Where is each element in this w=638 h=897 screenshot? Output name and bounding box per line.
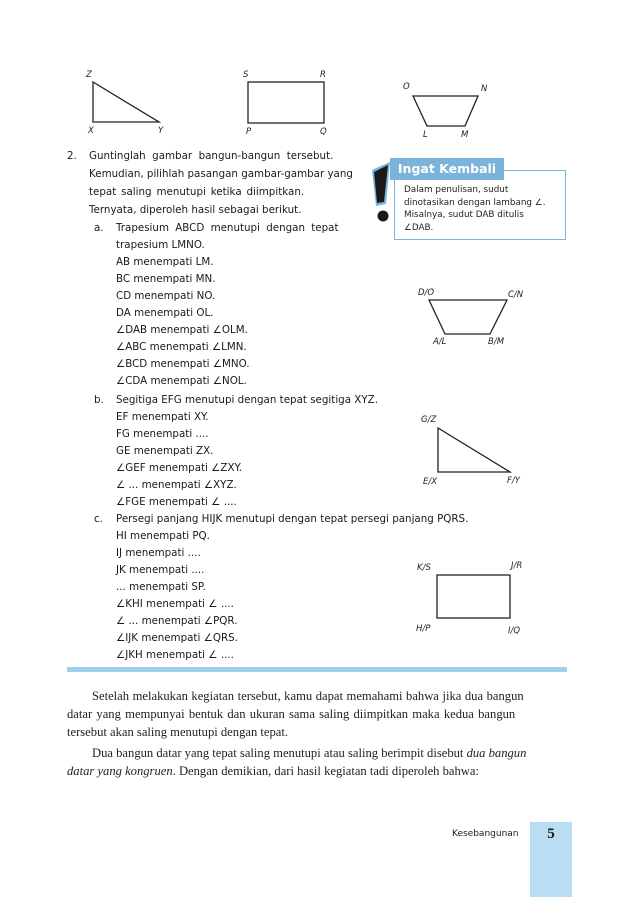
subitem-c-letter: c.: [94, 513, 103, 525]
subitem-a-letter: a.: [94, 222, 104, 234]
label-b-m: B/M: [488, 337, 505, 347]
paragraph-2-text: . Dengan demikian, dari hasil kegiatan tadi diperoleh bahwa:: [172, 764, 479, 778]
label-j-r: J/R: [511, 561, 523, 571]
subitem-b-letter: b.: [94, 394, 104, 406]
subitem-a-line: ∠ABC menempati ∠LMN.: [116, 341, 247, 353]
subitem-c-line: ∠KHI menempati ∠ ....: [116, 598, 234, 610]
subitem-a-line: ∠BCD menempati ∠MNO.: [116, 358, 250, 370]
label-f-y: F/Y: [507, 476, 520, 486]
intro-line-1: Guntinglah gambar bangun-bangun tersebut.: [89, 150, 334, 162]
label-n: N: [481, 84, 488, 94]
subitem-a-line: ∠CDA menempati ∠NOL.: [116, 375, 247, 387]
label-d-o: D/O: [418, 288, 435, 298]
intro-line-4: Ternyata, diperoleh hasil sebagai berikut.: [89, 204, 302, 216]
subitem-c-line: ∠JKH menempati ∠ ....: [116, 649, 234, 661]
subitem-c-line: JK menempati ....: [116, 564, 205, 576]
label-h-p: H/P: [416, 624, 431, 634]
subitem-a-line: ∠DAB menempati ∠OLM.: [116, 324, 248, 336]
subitem-a-line: BC menempati MN.: [116, 273, 216, 285]
paragraph-1-line: tersebut akan saling menutupi dengan tepat.: [67, 725, 289, 739]
paragraph-2-line-1: [92, 744, 526, 762]
subitem-b-line: ∠ ... menempati ∠XYZ.: [116, 479, 237, 491]
label-l: L: [423, 130, 428, 140]
chapter-name: Kesebangunan: [452, 829, 519, 839]
paragraph-1-line: datar yang mempunyai bentuk dan ukuran sama saling diimpitkan maka kedua bangun: [67, 707, 516, 721]
subitem-a-line: AB menempati LM.: [116, 256, 214, 268]
ingat-kembali-title: Ingat Kembali: [390, 158, 504, 180]
paragraph-2-line-2: [67, 762, 479, 780]
subitem-b-line: EF menempati XY.: [116, 411, 209, 423]
label-x: X: [88, 126, 94, 136]
label-m: M: [461, 130, 469, 140]
paragraph-2-text: Dua bangun datar yang tepat saling menutupi atau saling berimpit disebut: [92, 746, 467, 760]
paragraph-1-line: Setelah melakukan kegiatan tersebut, kamu dapat memahami bahwa jika dua bangun: [92, 689, 524, 703]
label-e-x: E/X: [423, 477, 438, 487]
subitem-c-line: HI menempati PQ.: [116, 530, 210, 542]
subitem-c-line: ... menempati SP.: [116, 581, 206, 593]
label-s: S: [243, 70, 249, 80]
intro-line-2: Kemudian, pilihlah pasangan gambar-gambar yang: [89, 168, 353, 180]
subitem-c-line: IJ menempati ....: [116, 547, 201, 559]
subitem-c-line: Persegi panjang HIJK menutupi dengan tepat persegi panjang PQRS.: [116, 513, 469, 525]
intro-line-3: tepat saling menutupi ketika diimpitkan.: [89, 186, 305, 198]
subitem-a-line: DA menempati OL.: [116, 307, 214, 319]
section-divider: [67, 667, 567, 672]
label-q: Q: [320, 127, 327, 137]
label-a-l: A/L: [433, 337, 447, 347]
item-number: 2.: [67, 150, 77, 162]
subitem-a-line: Trapesium ABCD menutupi dengan tepat: [116, 222, 339, 234]
ingat-kembali-line: ∠DAB.: [404, 222, 434, 233]
label-r: R: [320, 70, 326, 80]
label-z: Z: [86, 70, 92, 80]
ingat-kembali-line: Misalnya, sudut DAB ditulis: [404, 210, 524, 220]
subitem-b-line: Segitiga EFG menutupi dengan tepat segitiga XYZ.: [116, 394, 378, 406]
subitem-b-line: GE menempati ZX.: [116, 445, 214, 457]
label-k-s: K/S: [417, 563, 431, 573]
label-o: O: [403, 82, 410, 92]
subitem-a-line: CD menempati NO.: [116, 290, 216, 302]
subitem-a-line: trapesium LMNO.: [116, 239, 205, 251]
page-number: 5: [547, 826, 555, 842]
label-y: Y: [158, 126, 164, 136]
subitem-b-line: ∠GEF menempati ∠ZXY.: [116, 462, 243, 474]
label-p: P: [246, 127, 252, 137]
term-emphasis: datar yang kongruen: [67, 764, 173, 778]
subitem-c-line: ∠IJK menempati ∠QRS.: [116, 632, 238, 644]
subitem-b-line: FG menempati ....: [116, 428, 209, 440]
term-emphasis: dua bangun: [466, 746, 527, 760]
label-i-q: I/Q: [508, 626, 521, 636]
label-g-z: G/Z: [421, 415, 437, 425]
label-c-n: C/N: [508, 290, 524, 300]
subitem-b-line: ∠FGE menempati ∠ ....: [116, 496, 237, 508]
subitem-c-line: ∠ ... menempati ∠PQR.: [116, 615, 238, 627]
ingat-kembali-line: dinotasikan dengan lambang ∠.: [404, 197, 546, 208]
ingat-kembali-line: Dalam penulisan, sudut: [404, 185, 509, 195]
